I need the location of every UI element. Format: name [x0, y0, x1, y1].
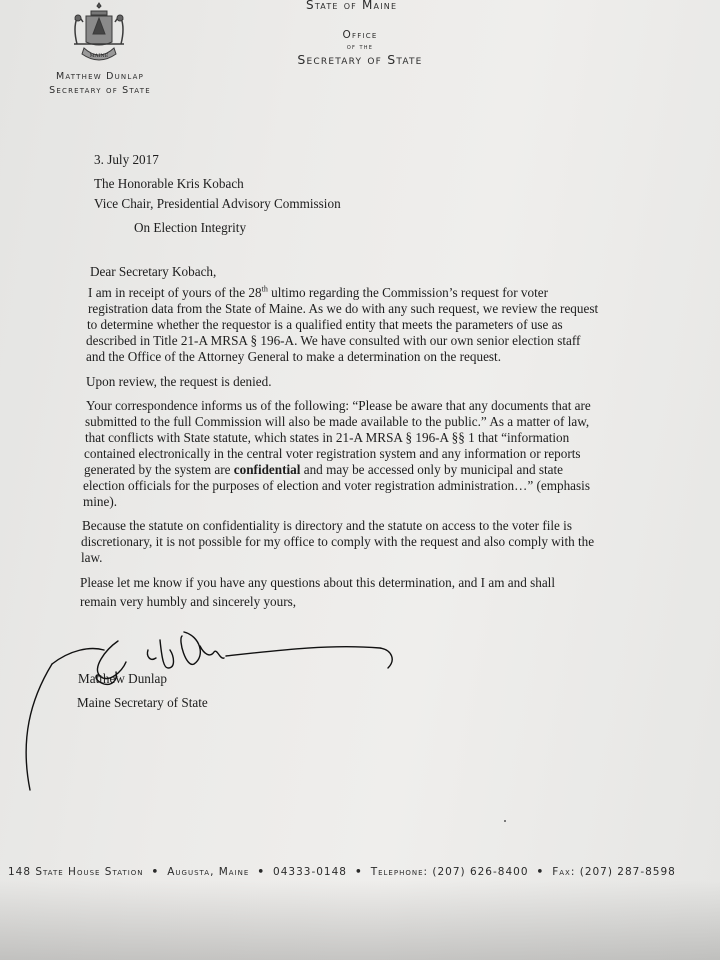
paragraph-3-line: that conflicts with State statute, which states in 21-A MRSA § 196-A §§ 1 that “information [85, 430, 570, 445]
paragraph-3-line [84, 462, 563, 478]
paragraph-1-line: and the Office of the Attorney General to make a determination on the request. [86, 349, 502, 364]
paragraph-1-line: to determine whether the requestor is a qualified entity that meets the parameters of use as [87, 317, 563, 332]
confidential-emphasis: confidential [233, 462, 301, 477]
footer-city: Augusta, Maine [167, 866, 250, 878]
paragraph-1-line: registration data from the State of Maine. As we do with any such request, we review the request [88, 301, 599, 316]
recipient-name: The Honorable Kris Kobach [94, 176, 244, 191]
footer-zip: 04333-0148 [273, 866, 347, 878]
p1-text: I am in receipt of yours of the 28 [88, 285, 262, 300]
left-title: Secretary of State [49, 85, 151, 96]
p1-text: ultimo regarding the Commission’s request for voter [267, 285, 549, 300]
paragraph-3-line: mine). [83, 494, 118, 509]
paragraph-3-line: submitted to the full Commission will also be made available to the public.” As a matter of law, [85, 414, 590, 429]
letter-date: 3. July 2017 [94, 152, 159, 167]
paragraph-5-line: remain very humbly and sincerely yours, [80, 594, 297, 609]
p3-text: and may be accessed only by municipal and state [300, 462, 564, 477]
of-the-word: of the [346, 43, 374, 51]
seal-banner-text: MAINE [89, 53, 109, 59]
left-name: Matthew Dunlap [55, 71, 145, 82]
recipient-title: Vice Chair, Presidential Advisory Commission [94, 196, 341, 211]
office-heading [282, 28, 438, 68]
paragraph-1-line [88, 285, 548, 301]
signer-title: Maine Secretary of State [77, 695, 208, 710]
stray-mark [504, 820, 506, 822]
footer-separator: • [536, 866, 545, 878]
state-seal [64, 2, 134, 70]
paragraph-4-line: Because the statute on confidentiality is directory and the statute on access to the voter file is [82, 518, 572, 533]
paragraph-3-line: Your correspondence informs us of the following: “Please be aware that any documents that are [86, 398, 591, 413]
paragraph-5-line: Please let me know if you have any questions about this determination, and I am and shall [80, 575, 556, 590]
footer-separator: • [257, 866, 266, 878]
footer-separator: • [151, 866, 160, 878]
salutation: Dear Secretary Kobach, [90, 264, 217, 279]
paragraph-2: Upon review, the request is denied. [86, 374, 272, 389]
paragraph-1-line: described in Title 21-A MRSA § 196-A. We have consulted with our own senior election staff [86, 333, 581, 348]
footer-separator: • [354, 866, 363, 878]
footer-telephone: Telephone: (207) 626-8400 [370, 866, 529, 878]
paragraph-3-line: election officials for the purposes of election and voter registration administration…” (emphasis [83, 478, 590, 493]
signer-name: Matthew Dunlap [78, 671, 167, 686]
footer-fax: Fax: (207) 287-8598 [552, 866, 676, 878]
handwritten-signature [0, 600, 720, 800]
office-word: Office [342, 29, 378, 41]
paragraph-4-line: discretionary, it is not possible for my office to comply with the request and also comply with the [81, 534, 595, 549]
p3-text: generated by the system are [84, 462, 234, 477]
state-heading: State of Maine [306, 0, 398, 12]
paragraph-4-line: law. [81, 550, 103, 565]
recipient-title-cont: On Election Integrity [134, 220, 247, 235]
secretary-of-state-heading: Secretary of State [297, 52, 423, 67]
paragraph-3-line: contained electronically in the central voter registration system and any information or reports [84, 446, 581, 461]
photo-shadow [0, 880, 720, 960]
letterhead-footer [8, 866, 676, 878]
p1-superscript: th [261, 284, 268, 294]
footer-address: 148 State House Station [8, 866, 144, 878]
left-letterhead [44, 70, 156, 98]
